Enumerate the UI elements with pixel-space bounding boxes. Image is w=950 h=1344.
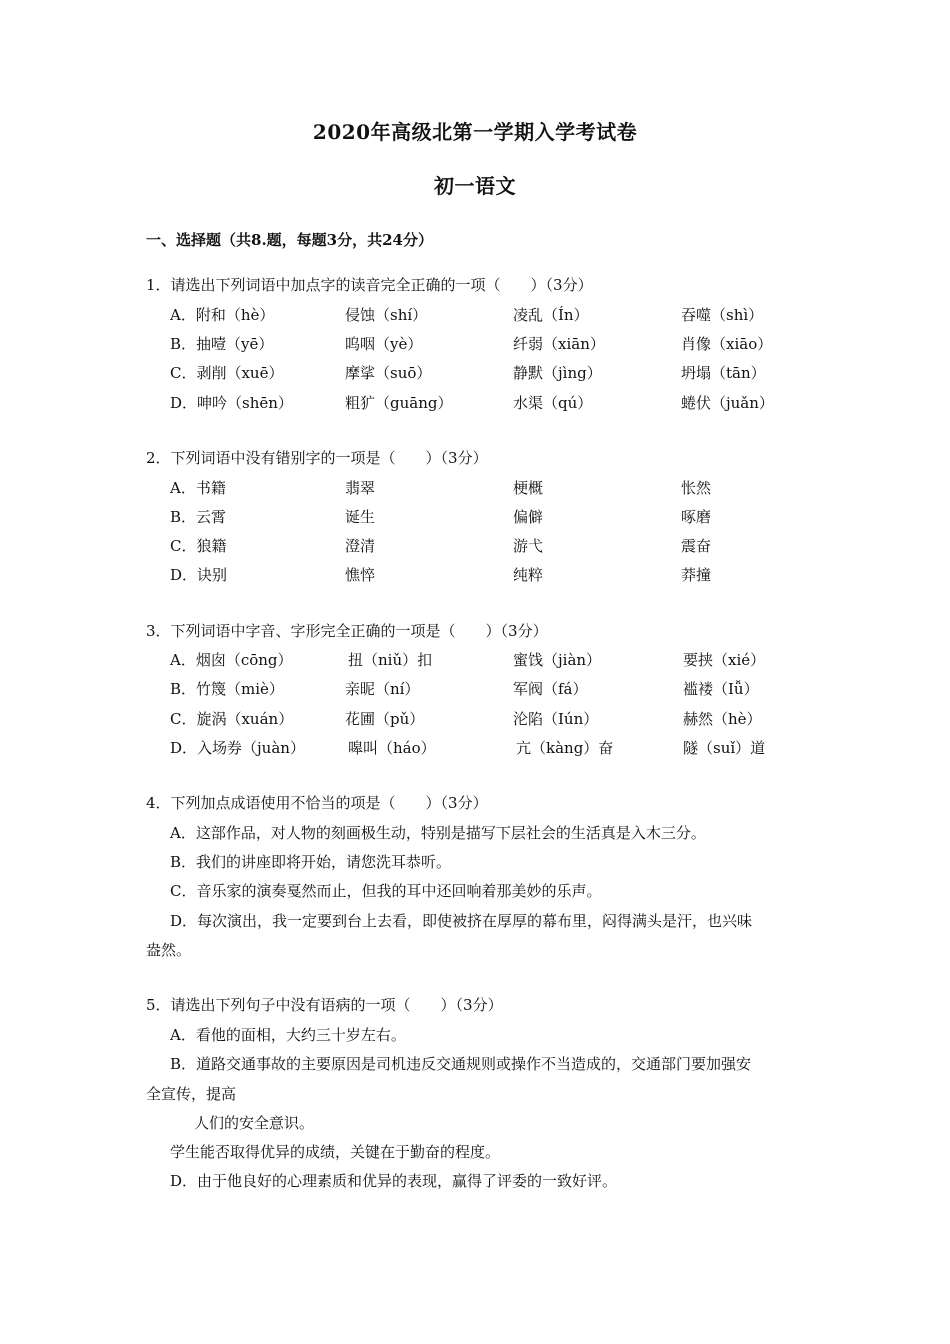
option-cell: 沦陷（Iún）	[513, 710, 599, 728]
option-cell: A．附和（hè）	[170, 306, 275, 324]
option-cell: 纯粹	[513, 566, 544, 584]
question-4-option-d: D．每次演出，我一定要到台上去看，即使被挤在厚厚的幕布里，闷得满头是汗，也兴味	[170, 912, 753, 930]
option-cell: 梗概	[513, 479, 544, 497]
option-cell: 澄清	[345, 537, 376, 555]
question-5-option-b-continued-2: 人们的安全意识。	[194, 1114, 315, 1132]
option-cell: 水渠（qú）	[513, 394, 593, 412]
option-cell: 扭（niǔ）扣	[348, 651, 433, 669]
option-cell: 静默（jìng）	[513, 364, 602, 382]
option-cell: D．呻吟（shēn）	[170, 394, 293, 412]
option-cell: 游弋	[513, 537, 544, 555]
option-cell: 摩挲（suō）	[345, 364, 432, 382]
option-cell: 蜷伏（juǎn）	[681, 394, 774, 412]
option-cell: A．烟囱（cōng）	[170, 651, 293, 669]
option-cell: 粗犷（guāng）	[345, 394, 453, 412]
option-cell: 偏僻	[513, 508, 544, 526]
option-cell: B．抽噎（yē）	[170, 335, 274, 353]
question-5-option-c: 学生能否取得优异的成绩，关键在于勤奋的程度。	[170, 1143, 501, 1161]
option-cell: 怅然	[681, 479, 712, 497]
option-cell: 亢（kàng）奋	[516, 739, 614, 757]
option-cell: 肖像（xiāo）	[681, 335, 773, 353]
option-cell: A．书籍	[170, 479, 226, 497]
page-subtitle: 初一语文	[434, 174, 516, 198]
option-cell: 吞噬（shì）	[681, 306, 764, 324]
option-cell: 呜咽（yè）	[345, 335, 423, 353]
option-cell: 啄磨	[681, 508, 712, 526]
option-cell: 震奋	[681, 537, 712, 555]
question-5-stem: 5．请选出下列句子中没有语病的一项（ ）（3分）	[146, 996, 503, 1014]
option-cell: C．狼籍	[170, 537, 227, 555]
page-title: 2020年高级北第一学期入学考试卷	[312, 120, 638, 144]
option-cell: 凌乱（Ín）	[513, 306, 589, 324]
option-cell: 翡翠	[345, 479, 376, 497]
question-5-option-d: D．由于他良好的心理素质和优异的表现，赢得了评委的一致好评。	[170, 1172, 618, 1190]
option-cell: 诞生	[345, 508, 376, 526]
option-cell: C．旋涡（xuán）	[170, 710, 294, 728]
option-cell: 憔悴	[345, 566, 376, 584]
option-cell: 纤弱（xiān）	[513, 335, 605, 353]
option-cell: 侵蚀（shí）	[345, 306, 428, 324]
option-cell: B．云霄	[170, 508, 227, 526]
option-cell: D．入场券（juàn）	[170, 739, 305, 757]
question-3-stem: 3．下列词语中字音、字形完全正确的一项是（ ）（3分）	[146, 622, 548, 640]
section-heading: 一、选择题（共8.题，每题3分，共24分）	[146, 231, 433, 249]
question-2-stem: 2．下列词语中没有错别字的一项是（ ）（3分）	[146, 449, 488, 467]
question-4-option-b: B．我们的讲座即将开始，请您洗耳恭听。	[170, 853, 452, 871]
option-cell: C．剥削（xuē）	[170, 364, 284, 382]
option-cell: 坍塌（tān）	[681, 364, 766, 382]
question-1-stem: 1．请选出下列词语中加点字的读音完全正确的一项（ ）（3分）	[146, 276, 593, 294]
option-cell: 军阀（fá）	[513, 680, 588, 698]
option-cell: 要挟（xié）	[683, 651, 766, 669]
option-cell: 花圃（pǔ）	[345, 710, 425, 728]
option-cell: 莽撞	[681, 566, 712, 584]
option-cell: 嗥叫（háo）	[348, 739, 436, 757]
question-4-stem: 4．下列加点成语使用不恰当的项是（ ）（3分）	[146, 794, 488, 812]
option-cell: 隧（suǐ）道	[683, 739, 766, 757]
question-5-option-a: A．看他的面相，大约三十岁左右。	[170, 1026, 406, 1044]
option-cell: B．竹篾（miè）	[170, 680, 284, 698]
question-5-option-b: B．道路交通事故的主要原因是司机违反交通规则或操作不当造成的，交通部门要加强安	[170, 1055, 752, 1073]
question-4-option-d-continued: 盎然。	[146, 941, 192, 959]
question-4-option-c: C．音乐家的演奏戛然而止，但我的耳中还回响着那美妙的乐声。	[170, 882, 602, 900]
option-cell: 亲昵（ní）	[345, 680, 420, 698]
option-cell: 蜜饯（jiàn）	[513, 651, 602, 669]
option-cell: 褴褛（Iǚ）	[683, 680, 759, 698]
question-4-option-a: A．这部作品，对人物的刻画极生动，特别是描写下层社会的生活真是入木三分。	[170, 824, 706, 842]
question-5-option-b-continued: 全宣传，提高	[146, 1085, 237, 1103]
option-cell: 赫然（hè）	[683, 710, 762, 728]
option-cell: D．诀别	[170, 566, 228, 584]
